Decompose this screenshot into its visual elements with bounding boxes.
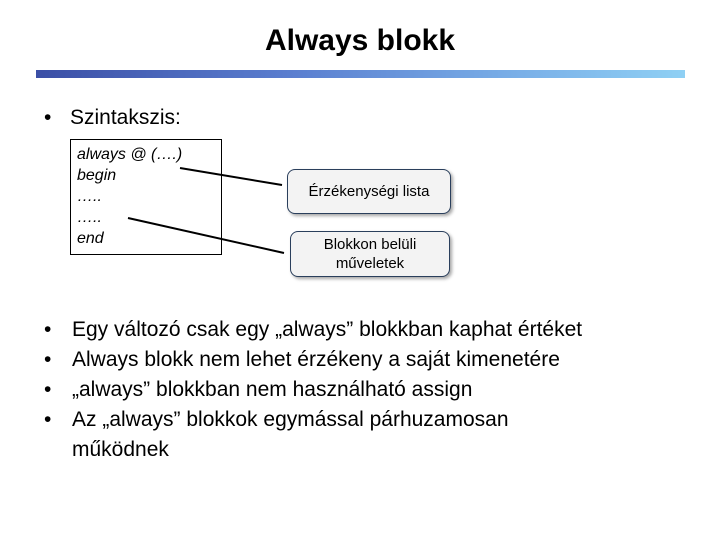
- bullet-dot: •: [44, 106, 52, 129]
- code-line-end: end: [77, 230, 104, 247]
- code-line-always: always @ (….): [77, 146, 183, 163]
- page-title: Always blokk: [264, 24, 456, 57]
- sensitivity-list-box: [287, 169, 451, 214]
- list-item: [44, 405, 592, 465]
- code-line-ellipsis-2: …..: [77, 209, 102, 226]
- list-item: [44, 375, 702, 405]
- syntax-heading: Szintakszis:: [70, 106, 181, 129]
- sensitivity-list-label: Érzékenységi lista: [308, 183, 430, 200]
- code-line-ellipsis-1: …..: [77, 188, 102, 205]
- code-line-begin: begin: [77, 167, 117, 184]
- bullet-dot: •: [44, 378, 52, 401]
- bullet-dot: •: [44, 348, 52, 371]
- bullet-dot: •: [44, 408, 52, 431]
- bullet-list: [44, 315, 702, 465]
- title-underline: [36, 70, 685, 78]
- block-operations-box: [290, 231, 450, 277]
- list-item-text: Always blokk nem lehet érzékeny a saját kimenetére: [72, 348, 560, 371]
- list-item-text: „always” blokkban nem használható assign: [72, 378, 473, 401]
- list-item-text: Egy változó csak egy „always” blokkban kaphat értéket: [72, 318, 583, 341]
- code-snippet-box: [70, 139, 222, 255]
- bullet-dot: •: [44, 318, 52, 341]
- block-operations-label: Blokkon belüli műveletek: [323, 236, 417, 272]
- list-item: [44, 345, 702, 375]
- list-item: [44, 315, 702, 345]
- list-item-text: Az „always” blokkok egymással párhuzamosan működnek: [72, 408, 509, 461]
